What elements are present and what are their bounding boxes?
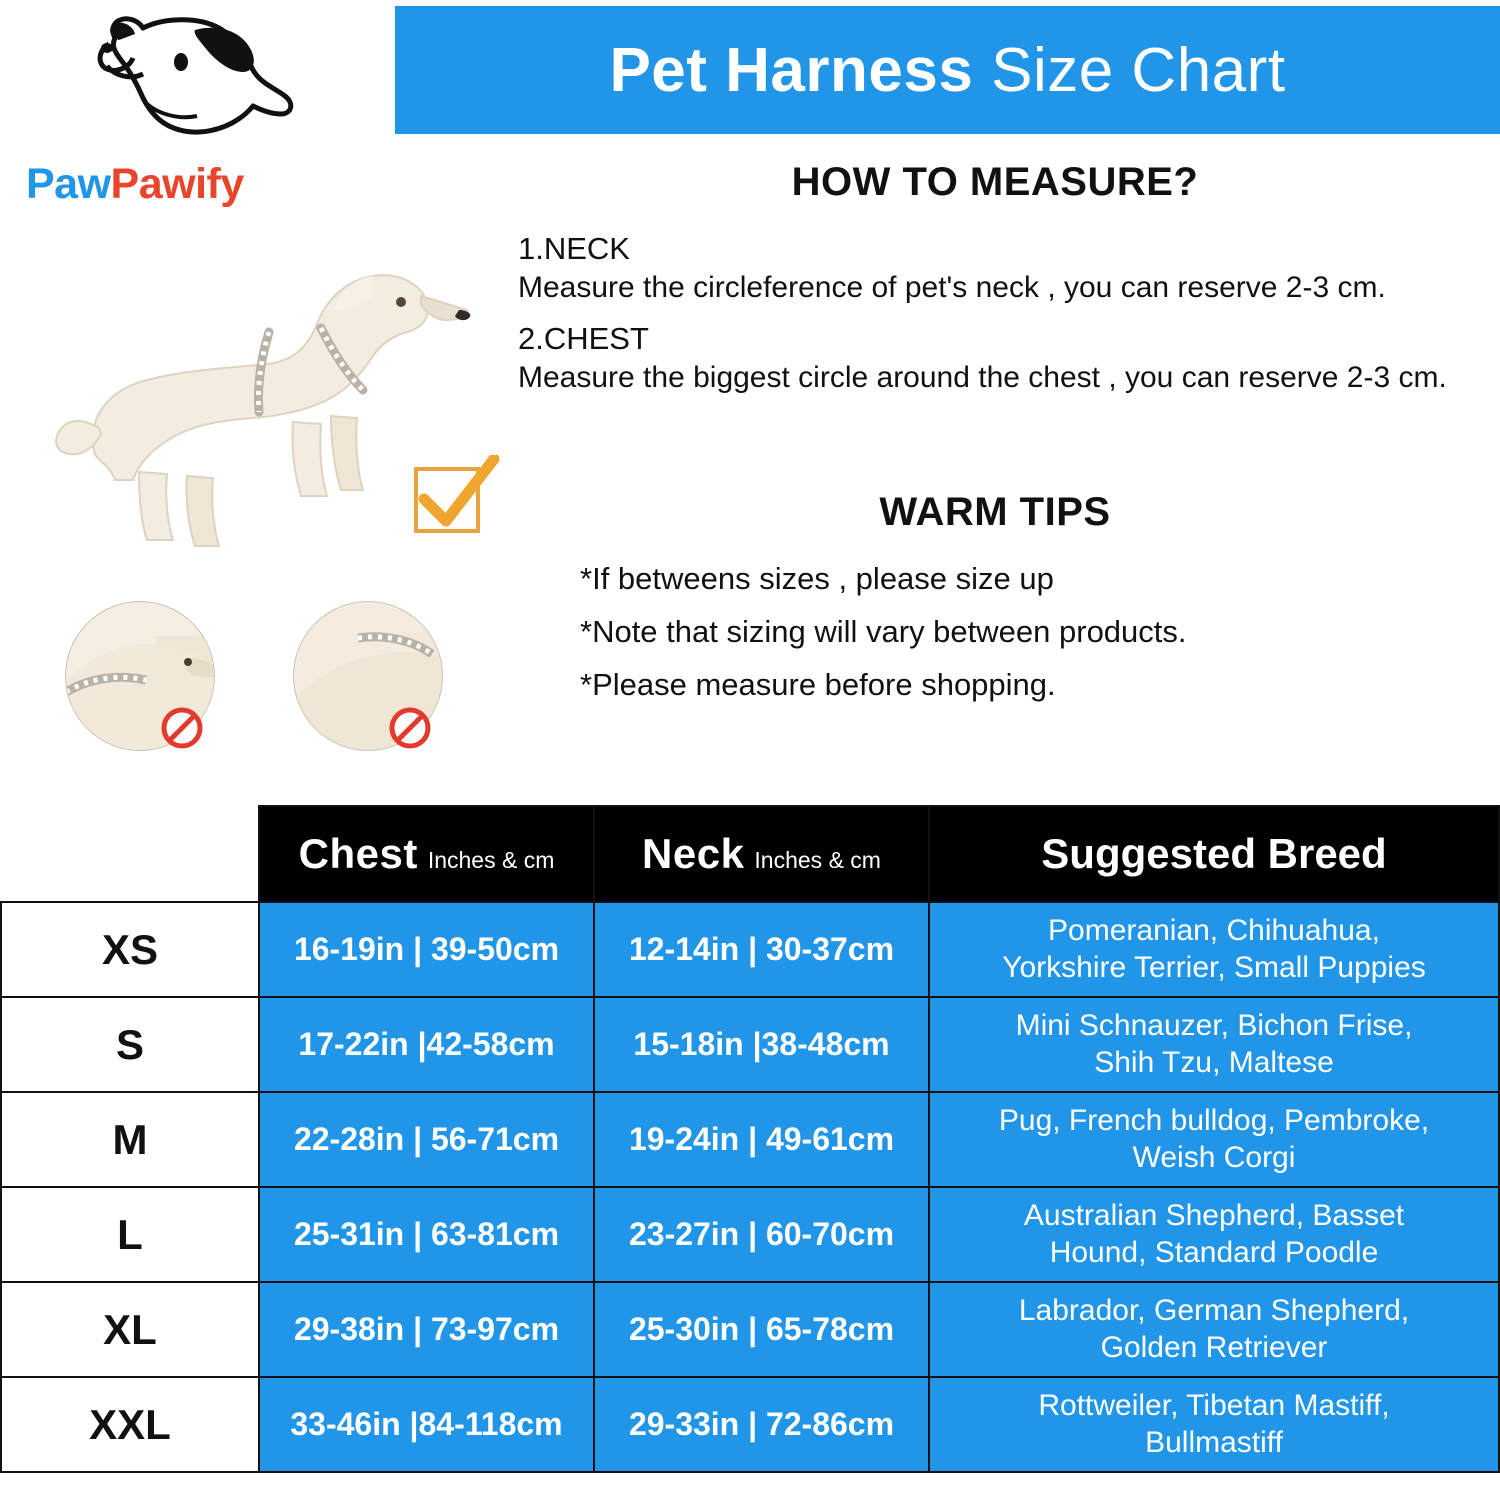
header-chest [259, 806, 594, 902]
row-breed-xl [929, 1282, 1499, 1377]
row-breed-m-line2: Weish Corgi [1132, 1140, 1296, 1174]
how-to-measure-heading: HOW TO MEASURE? [791, 160, 1199, 204]
row-chest-xl: 29-38in | 73-97cm [259, 1282, 594, 1377]
row-chest-l: 25-31in | 63-81cm [259, 1187, 594, 1282]
page-title-light: Size Chart [991, 35, 1286, 105]
row-neck-xl: 25-30in | 65-78cm [594, 1282, 929, 1377]
dog-head-icon [85, 10, 315, 160]
row-neck-s: 15-18in |38-48cm [594, 997, 929, 1092]
header-breed [929, 806, 1499, 902]
row-breed-m [929, 1092, 1499, 1187]
row-breed-xxl-line2: Bullmastiff [1145, 1425, 1283, 1459]
table-row [1, 1377, 1499, 1472]
measure-steps [500, 231, 1490, 395]
brand-logo [10, 10, 385, 225]
header-neck [594, 806, 929, 902]
row-breed-xxl-line1: Rottweiler, Tibetan Mastiff, [1038, 1388, 1390, 1422]
row-size-m: M [1, 1092, 259, 1187]
row-chest-s: 17-22in |42-58cm [259, 997, 594, 1092]
row-chest-m: 22-28in | 56-71cm [259, 1092, 594, 1187]
warm-tips-list [500, 561, 1490, 703]
no-entry-icon [392, 710, 428, 746]
header-size [1, 806, 259, 902]
brand-name-part2: Pawify [110, 160, 244, 208]
page-title-bold: Pet Harness [609, 35, 974, 105]
warm-tips-heading: WARM TIPS [879, 490, 1111, 534]
row-size-xxl: XXL [1, 1377, 259, 1472]
table-row [1, 1282, 1499, 1377]
header-neck-label: Neck [642, 830, 745, 877]
how-to-measure-section [500, 160, 1490, 411]
header-bar [395, 6, 1500, 134]
header-chest-units: Inches & cm [427, 847, 555, 873]
measure-step-2-title: 2.CHEST [518, 321, 649, 356]
row-breed-l-line2: Hound, Standard Poodle [1049, 1235, 1379, 1269]
page-title [609, 35, 1285, 106]
table-row [1, 1187, 1499, 1282]
row-neck-l: 23-27in | 60-70cm [594, 1187, 929, 1282]
row-neck-xs: 12-14in | 30-37cm [594, 902, 929, 997]
brand-name [26, 160, 244, 209]
table-row [1, 1092, 1499, 1187]
size-chart-table [0, 805, 1500, 1473]
brand-name-part1: Paw [26, 160, 111, 208]
header-neck-units: Inches & cm [754, 847, 881, 873]
warm-tip-2: *Note that sizing will vary between products. [580, 614, 1187, 649]
row-size-xs: XS [1, 902, 259, 997]
header-breed-label: Suggested Breed [1041, 830, 1387, 877]
measure-step-2-text: Measure the biggest circle around the chest , you can reserve 2-3 cm. [518, 361, 1447, 394]
warm-tip-3: *Please measure before shopping. [580, 667, 1056, 702]
row-neck-xxl: 29-33in | 72-86cm [594, 1377, 929, 1472]
row-breed-xxl [929, 1377, 1499, 1472]
row-chest-xxl: 33-46in |84-118cm [259, 1377, 594, 1472]
dog-collar-too-low-photo [60, 596, 220, 756]
row-size-l: L [1, 1187, 259, 1282]
row-neck-m: 19-24in | 49-61cm [594, 1092, 929, 1187]
dog-collar-back-photo [288, 596, 448, 756]
no-entry-icon [164, 710, 200, 746]
row-breed-m-line1: Pug, French bulldog, Pembroke, [998, 1103, 1430, 1137]
row-breed-s [929, 997, 1499, 1092]
row-size-s: S [1, 997, 259, 1092]
row-breed-s-line2: Shih Tzu, Maltese [1094, 1045, 1334, 1079]
row-breed-xl-line1: Labrador, German Shepherd, [1018, 1293, 1410, 1327]
table-header-row [1, 806, 1499, 902]
row-breed-l-line1: Australian Shepherd, Basset [1023, 1198, 1405, 1232]
row-chest-xs: 16-19in | 39-50cm [259, 902, 594, 997]
measure-step-1-text: Measure the circleference of pet's neck , you can reserve 2-3 cm. [518, 271, 1386, 304]
row-breed-l [929, 1187, 1499, 1282]
warm-tip-1: *If betweens sizes , please size up [580, 561, 1054, 596]
row-size-xl: XL [1, 1282, 259, 1377]
row-breed-xs-line2: Yorkshire Terrier, Small Puppies [1002, 950, 1426, 984]
row-breed-xs [929, 902, 1499, 997]
warm-tips-section [500, 490, 1490, 720]
table-row [1, 997, 1499, 1092]
orange-check-icon [410, 455, 500, 540]
measure-step-1-title: 1.NECK [518, 231, 630, 266]
row-breed-xs-line1: Pomeranian, Chihuahua, [1048, 913, 1380, 947]
header-chest-label: Chest [298, 830, 418, 877]
table-row [1, 902, 1499, 997]
row-breed-s-line1: Mini Schnauzer, Bichon Frise, [1015, 1008, 1413, 1042]
row-breed-xl-line2: Golden Retriever [1100, 1330, 1328, 1364]
